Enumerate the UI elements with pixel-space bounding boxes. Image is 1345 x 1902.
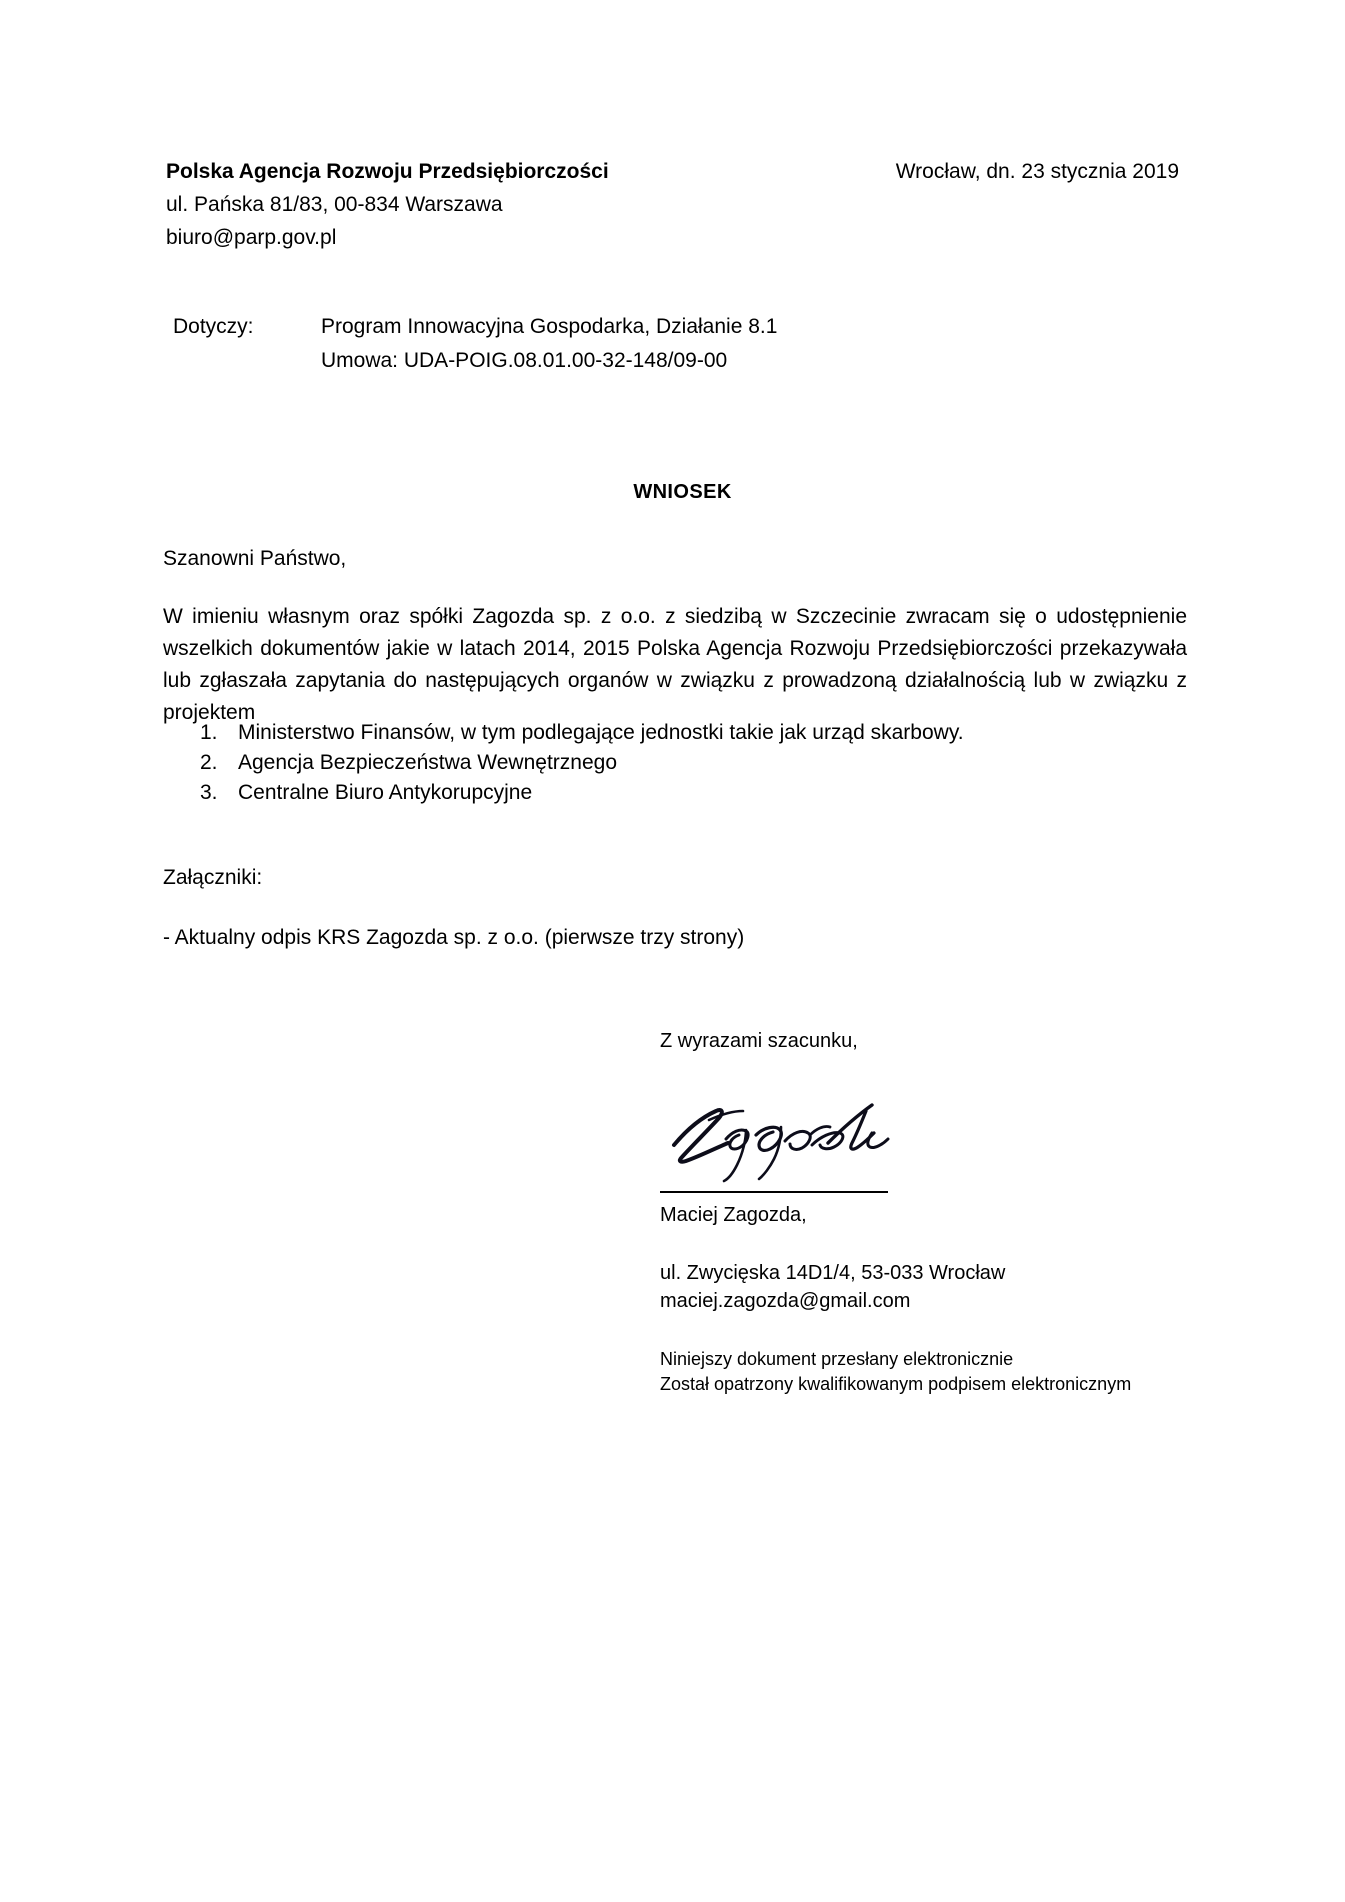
list-item-number: 1. xyxy=(200,721,218,744)
list-item-number: 3. xyxy=(200,781,218,804)
request-paragraph: W imieniu własnym oraz spółki Zagozda sp. z o.o. z siedzibą w Szczecinie zwracam się o udostępnienie wszelkich dokumentów jakie w latach 2014, 2015 Polska Agencja Rozwoju Przedsiębiorczości przekazywała lub zgłaszała zapytania do następujących organów w związku z prowadzoną działalnością lub w związku z projektem xyxy=(163,605,1187,724)
letter-body xyxy=(163,543,1187,729)
sender-email: biuro@parp.gov.pl xyxy=(166,226,337,249)
regarding-block xyxy=(173,310,777,378)
signer-address: ul. Zwycięska 14D1/4, 53-033 Wrocław xyxy=(660,1262,1006,1284)
signer-contact xyxy=(660,1259,1131,1315)
attachments-block xyxy=(163,862,744,954)
regarding-programme: Program Innowacyjna Gospodarka, Działanie 8.1 xyxy=(321,315,778,338)
attachments-heading: Załączniki: xyxy=(163,866,263,889)
list-item-label: Ministerstwo Finansów, w tym podlegające jednostki takie jak urząd skarbowy. xyxy=(238,721,964,744)
list-item-label: Centralne Biuro Antykorupcyjne xyxy=(238,781,533,804)
list-item-number: 2. xyxy=(200,751,218,774)
closing-phrase: Z wyrazami szacunku, xyxy=(660,1030,858,1052)
sender-street-address: ul. Pańska 81/83, 00-834 Warszawa xyxy=(166,193,503,216)
letter-header xyxy=(166,155,1179,254)
regarding-values xyxy=(321,310,777,378)
handwritten-signature-icon xyxy=(660,1099,1131,1185)
attachment-item: - Aktualny odpis KRS Zagozda sp. z o.o. (pierwsze trzy strony) xyxy=(163,926,745,949)
electronic-signature-note-line-1: Niniejszy dokument przesłany elektronicznie xyxy=(660,1349,1014,1369)
list-item xyxy=(200,718,964,748)
document-title: WNIOSEK xyxy=(633,481,732,503)
signer-name: Maciej Zagozda, xyxy=(660,1204,807,1226)
list-item xyxy=(200,778,964,808)
regarding-label: Dotyczy: xyxy=(173,315,254,338)
signature-rule xyxy=(660,1191,888,1193)
list-item xyxy=(200,748,964,778)
place-and-date: Wrocław, dn. 23 stycznia 2019 xyxy=(895,160,1179,183)
sender-address-block xyxy=(166,155,609,254)
electronic-signature-note xyxy=(660,1347,1131,1397)
list-item-label: Agencja Bezpieczeństwa Wewnętrznego xyxy=(238,751,617,774)
electronic-signature-note-line-2: Został opatrzony kwalifikowanym podpisem elektronicznym xyxy=(660,1374,1132,1394)
sender-organization: Polska Agencja Rozwoju Przedsiębiorczości xyxy=(166,160,609,183)
regarding-contract: Umowa: UDA-POIG.08.01.00-32-148/09-00 xyxy=(321,349,728,372)
organs-list xyxy=(200,718,964,808)
signature-block xyxy=(660,1027,1131,1397)
signer-email: maciej.zagozda@gmail.com xyxy=(660,1290,911,1312)
salutation: Szanowni Państwo, xyxy=(163,547,347,570)
